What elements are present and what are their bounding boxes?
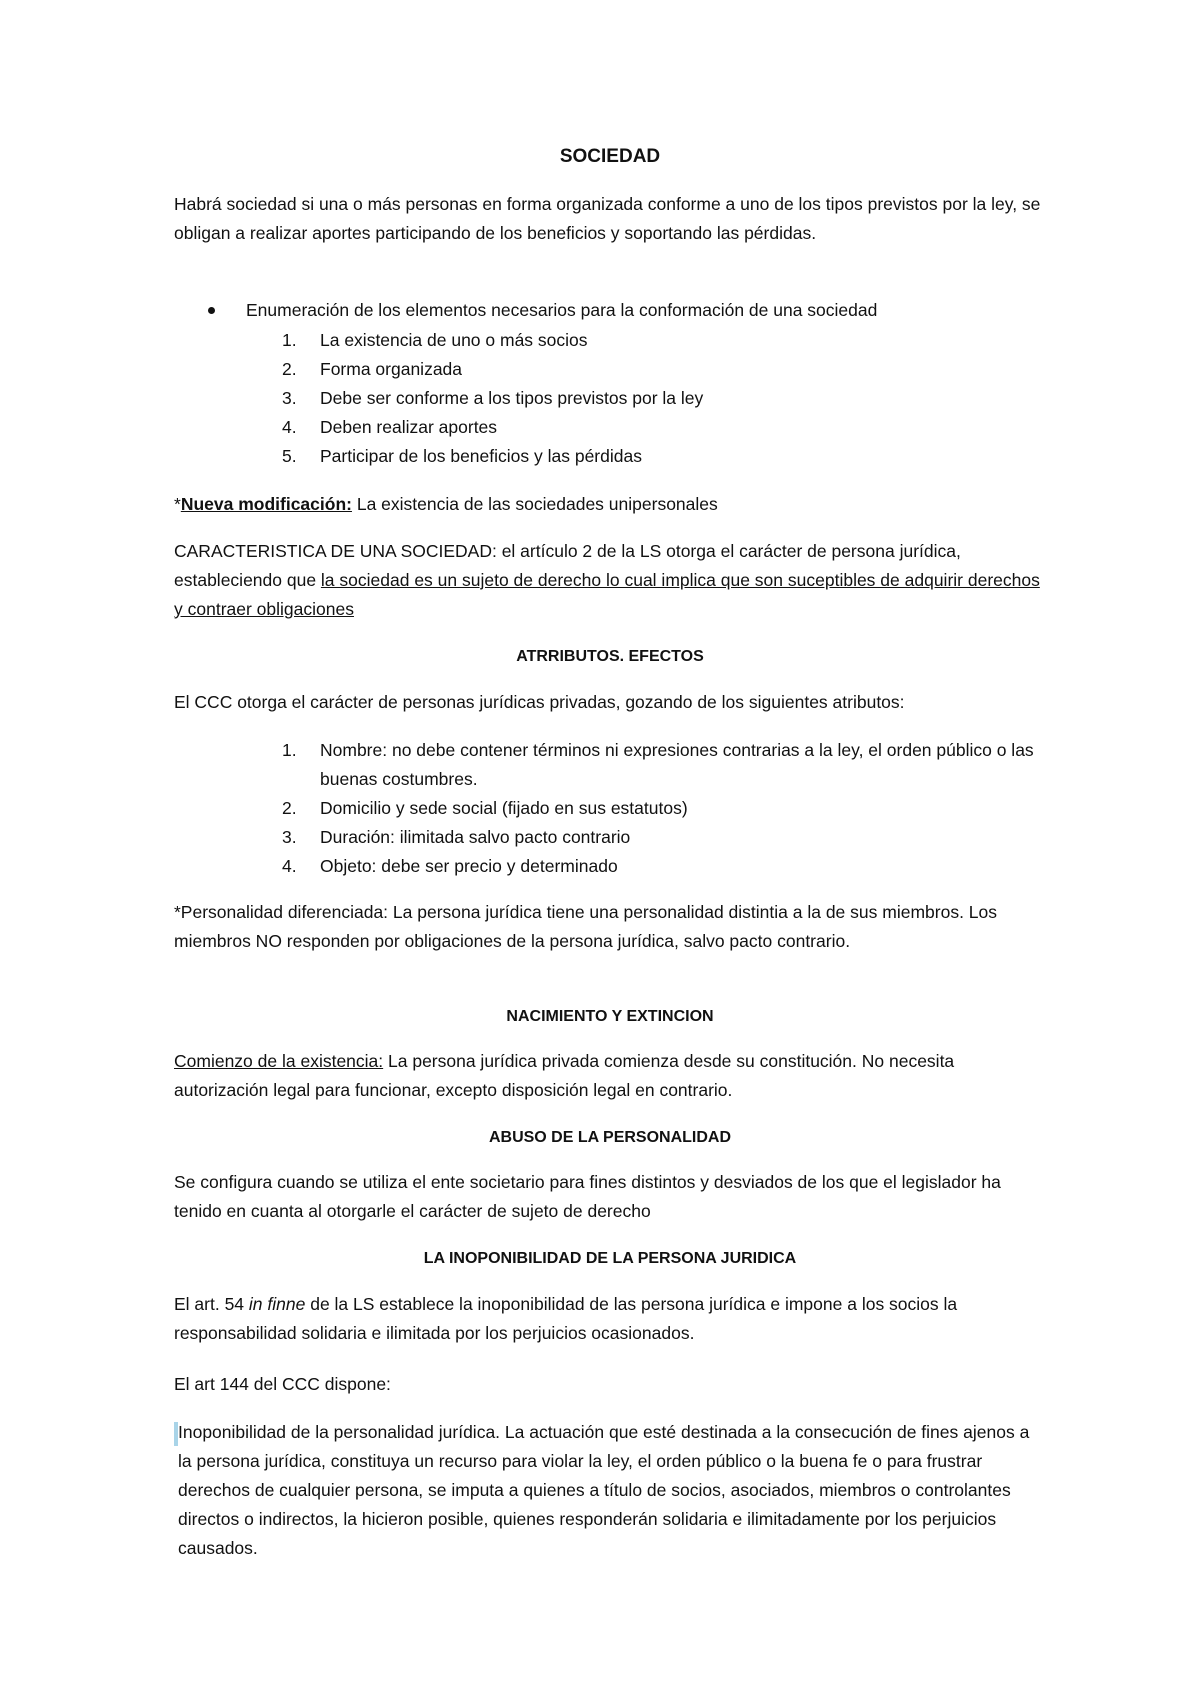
list-number: 1. (282, 740, 297, 760)
list-text: Nombre: no debe contener términos ni expresiones contrarias a la ley, el orden público o las buenas costumbres. (320, 740, 1034, 789)
caracteristica-lead: CARACTERISTICA DE UNA SOCIEDAD: el artículo 2 de la LS otorga el carácter de persona jurídica, estableciendo que (174, 541, 961, 590)
nacimiento-paragraph (174, 1047, 1046, 1105)
list-number: 5. (282, 446, 297, 466)
list-text: Domicilio y sede social (fijado en sus estatutos) (320, 798, 688, 818)
nueva-label: Nueva modificación: (180, 494, 352, 514)
list-text: Forma organizada (320, 359, 463, 379)
heading-inoponibilidad: LA INOPONIBILIDAD DE LA PERSONA JURIDICA (423, 1250, 797, 1267)
list-number: 2. (282, 798, 297, 818)
nueva-text: La existencia de las sociedades unipersonales (351, 494, 718, 514)
inoponibilidad-text-b: de la LS establece la inoponibilidad de las persona jurídica e impone a los socios la responsabilidad solidaria e ilimitada por los perjuicios ocasionados. (174, 1294, 958, 1343)
list-text: Duración: ilimitada salvo pacto contrario (320, 827, 631, 847)
quote-block (174, 1418, 1046, 1563)
list-number: 3. (282, 388, 297, 408)
list-text: Debe ser conforme a los tipos previstos por la ley (320, 388, 704, 408)
nacimiento-label: Comienzo de la existencia: (174, 1051, 384, 1071)
list-number: 3. (282, 827, 297, 847)
inoponibilidad-paragraph (174, 1290, 1046, 1348)
caracteristica-paragraph (174, 537, 1046, 624)
star-mark: * (174, 494, 181, 514)
nacimiento-text: La persona jurídica privada comienza desde su constitución. No necesita autorización legal para funcionar, excepto disposición legal en contrario. (174, 1051, 955, 1100)
art144-paragraph: El art 144 del CCC dispone: (174, 1374, 391, 1394)
text-cursor-mark (174, 1422, 178, 1446)
page-title: SOCIEDAD (559, 146, 661, 167)
list-text: Objeto: debe ser precio y determinado (320, 856, 618, 876)
inoponibilidad-italic: in finne (248, 1294, 306, 1314)
bullet-dot-icon (208, 307, 215, 314)
personalidad-paragraph: *Personalidad diferenciada: La persona jurídica tiene una personalidad distintia a la de sus miembros. Los miembros NO responden por obligaciones de la persona jurídica, salvo pacto contrario. (174, 902, 998, 951)
list-number: 2. (282, 359, 297, 379)
abuso-paragraph: Se configura cuando se utiliza el ente societario para fines distintos y desviados de los que el legislador ha tenido en cuanta al otorgarle el carácter de sujeto de derecho (174, 1172, 1001, 1221)
intro-paragraph: Habrá sociedad si una o más personas en forma organizada conforme a uno de los tipos previstos por la ley, se obligan a realizar aportes participando de los beneficios y soportando las pérdidas. (174, 194, 1041, 243)
list-number: 4. (282, 417, 297, 437)
list-text: Participar de los beneficios y las pérdidas (320, 446, 642, 466)
heading-nacimiento: NACIMIENTO Y EXTINCION (506, 1008, 714, 1025)
list-number: 4. (282, 856, 297, 876)
bullet-item (174, 296, 1046, 325)
list-text: Deben realizar aportes (320, 417, 498, 437)
heading-abuso: ABUSO DE LA PERSONALIDAD (488, 1129, 732, 1146)
list-text: La existencia de uno o más socios (320, 330, 588, 350)
list-number: 1. (282, 330, 297, 350)
nueva-modificacion (174, 490, 1046, 519)
atributos-intro: El CCC otorga el carácter de personas jurídicas privadas, gozando de los siguientes atributos: (174, 692, 905, 712)
caracteristica-underlined: la sociedad es un sujeto de derecho lo cual implica que son suceptibles de adquirir derechos y contraer obligaciones (174, 570, 1040, 619)
quote-text: Inoponibilidad de la personalidad jurídica. La actuación que esté destinada a la consecución de fines ajenos a la persona jurídica, constituya un recurso para violar la ley, el orden público o la buena fe o para frustrar derechos de cualquier persona, se imputa a quienes a título de socios, asociados, miembros o controlantes directos o indirectos, la hicieron posible, quienes responderán solidaria e ilimitadamente por los perjuicios causados. (178, 1422, 1030, 1558)
inoponibilidad-text-a: El art. 54 (174, 1294, 249, 1314)
bullet-text: Enumeración de los elementos necesarios para la conformación de una sociedad (246, 300, 878, 320)
heading-atributos: ATRRIBUTOS. EFECTOS (516, 648, 704, 665)
